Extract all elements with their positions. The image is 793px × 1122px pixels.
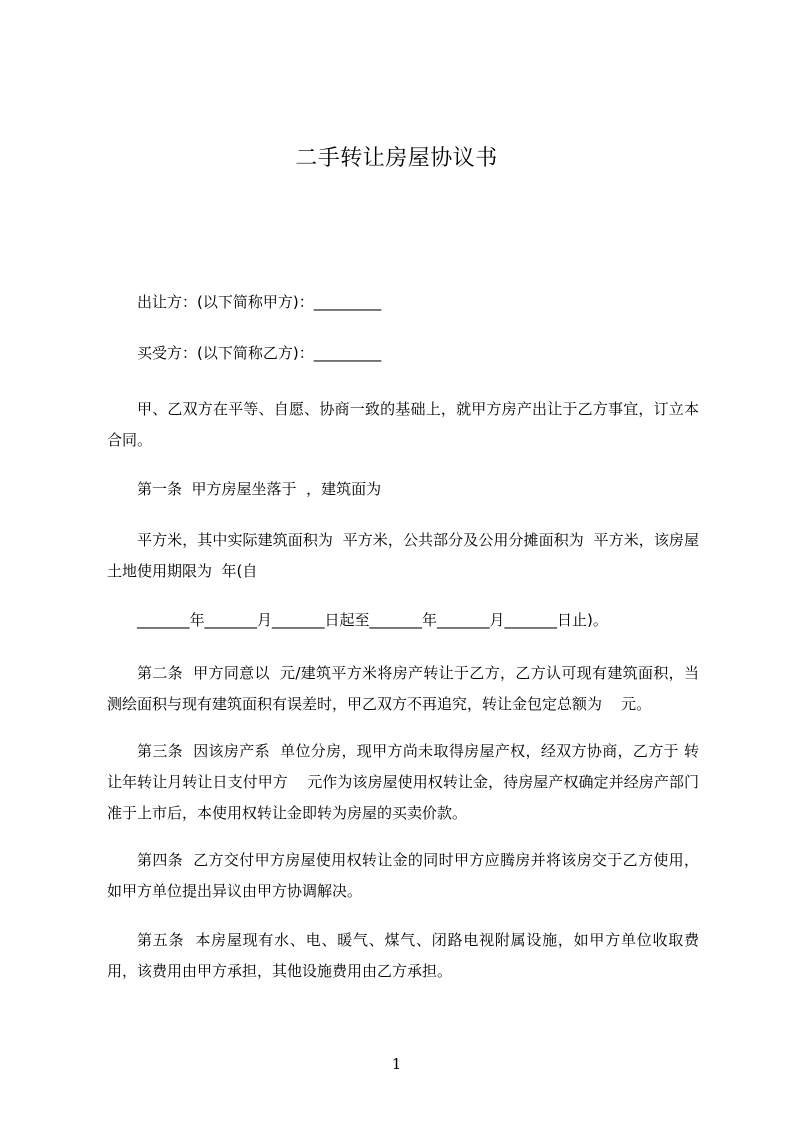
article-4: 第四条 乙方交付甲方房屋使用权转让金的同时甲方应腾房并将该房交于乙方使用，如甲方单位提出异议由甲方协调解决。 [107,851,699,900]
article-1-body: 平方米，其中实际建筑面积为 平方米，公共部分及公用分摊面积为 平方米，该房屋土地使用期限为 年(自 [107,531,699,580]
seller-line: 出让方：(以下简称甲方)：_________ [137,293,382,311]
article-2: 第二条 甲方同意以 元/建筑平方米将房产转让于乙方，乙方认可现有建筑面积，当测绘面积与现有建筑面积有误差时，甲乙双方不再追究，转让金包定总额为 元。 [107,664,699,713]
document-title: 二手转让房屋协议书 [295,146,498,171]
article-5: 第五条 本房屋现有水、电、暖气、煤气、闭路电视附属设施，如甲方单位收取费用，该费用由甲方承担，其他设施费用由乙方承担。 [107,931,699,980]
page-number: 1 [391,1055,402,1073]
article-1-heading: 第一条 甲方房屋坐落于 ，建筑面为 [137,480,382,498]
article-3: 第三条 因该房产系 单位分房，现甲方尚未取得房屋产权，经双方协商，乙方于 转让年转让月转让日支付甲方 元作为该房屋使用权转让金，待房屋产权确定并经房产部门准于上市后，本使用权转让金即转为房屋的买卖价款。 [107,742,699,822]
intro-paragraph: 甲、乙双方在平等、自愿、协商一致的基础上，就甲方房产出让于乙方事宜，订立本合同。 [107,400,699,449]
article-1-dates: _______年_______月_______日起至_______年_______月_______日止)。 [137,611,608,629]
buyer-line: 买受方：(以下简称乙方)：_________ [137,344,382,362]
